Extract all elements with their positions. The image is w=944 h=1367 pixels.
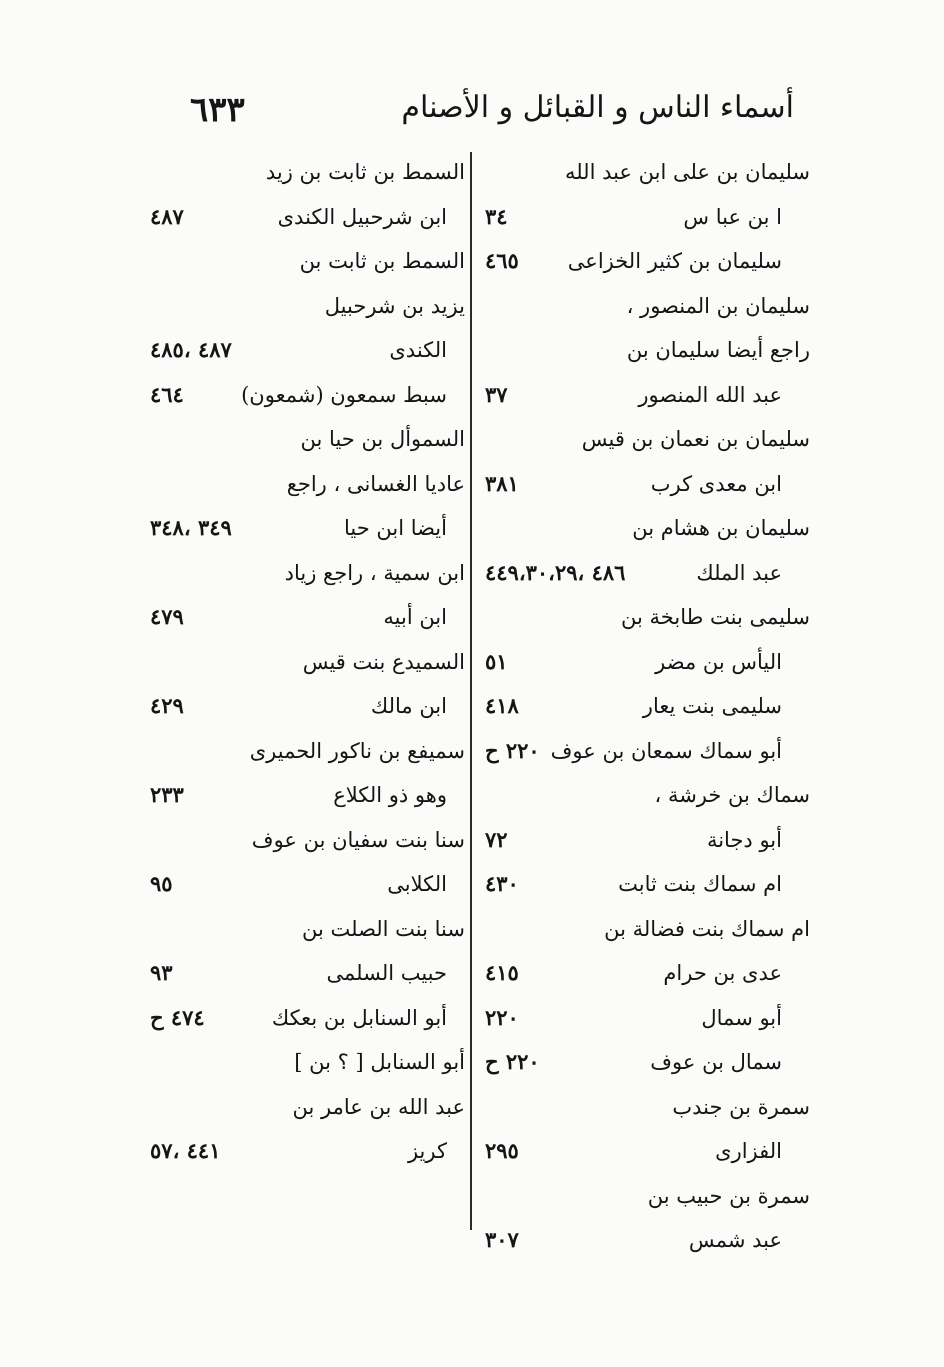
- entry-page-ref: ٤١٨: [485, 693, 519, 718]
- entry-page-ref: ٤٧٩: [150, 604, 184, 629]
- entry-name: حبيب السلمى: [326, 961, 447, 985]
- index-entry: [150, 684, 465, 729]
- entry-name: أبو السنابل [ ؟ بن ]: [294, 1050, 465, 1074]
- entry-page-ref: ٣٧: [485, 381, 508, 407]
- index-entry: [485, 951, 810, 996]
- index-entry: [485, 462, 810, 507]
- entry-page-ref: ٢٣٣: [150, 782, 184, 807]
- entry-page-ref: ٤٨٦ ،٤٤٩،٣٠،٢٩: [485, 559, 626, 585]
- entry-name: سمال بن عوف: [650, 1050, 782, 1074]
- entry-page-ref: ٣٤٩ ،٣٤٨: [150, 515, 232, 540]
- index-entry: [485, 996, 810, 1041]
- index-entry: [150, 1129, 465, 1174]
- entry-page-ref: ٣٨١: [485, 470, 519, 496]
- entry-page-ref: ٣٤: [485, 203, 508, 229]
- entry-page-ref: ٤٢٩: [150, 693, 184, 718]
- entry-page-ref: ٤٨٧ ،٤٨٥: [150, 337, 232, 362]
- index-entry: [485, 373, 810, 418]
- index-entry: [150, 551, 465, 596]
- page-header-title: أسماء الناس و القبائل و الأصنام: [401, 90, 794, 125]
- index-entry: [150, 195, 465, 240]
- entry-name: اليأس بن مضر: [655, 649, 782, 674]
- entry-name: أبو دجانة: [706, 827, 782, 852]
- index-entry: [150, 284, 465, 329]
- index-entry: [485, 684, 810, 729]
- entry-name: راجع أيضا سليمان بن: [626, 338, 810, 362]
- entry-name: ابن معدى كرب: [650, 471, 782, 496]
- index-entry: [485, 729, 810, 774]
- entry-name: كريز: [407, 1139, 447, 1163]
- entry-name: سنا بنت الصلت بن: [301, 916, 465, 941]
- index-entry: [150, 951, 465, 996]
- column-divider: [470, 152, 472, 1230]
- entry-name: أبو السنابل بن بعكك: [271, 1005, 447, 1030]
- index-entry: [485, 328, 810, 373]
- entry-name: سبط سمعون (شمعون): [241, 382, 447, 407]
- entry-name: الفزارى: [715, 1139, 782, 1163]
- index-entry: [485, 551, 810, 596]
- index-entry: [485, 1174, 810, 1219]
- entry-page-ref: ٤٨٧: [150, 203, 184, 229]
- index-entry: [150, 1040, 465, 1085]
- entry-name: عبد الملك: [696, 560, 782, 585]
- entry-name: ام سماك بنت فضالة بن: [604, 916, 810, 941]
- entry-name: عبد الله بن عامر بن: [292, 1094, 465, 1119]
- entry-name: السميدع بنت قيس: [302, 649, 465, 674]
- index-entry: [150, 373, 465, 418]
- entry-page-ref: ٣٠٧: [485, 1227, 519, 1252]
- entry-page-ref: ٢٢٠ ح: [485, 1049, 540, 1074]
- page-number: ٦٣٣: [190, 90, 245, 130]
- index-entry: [485, 150, 810, 195]
- entry-name: الكندى: [389, 338, 447, 362]
- index-entry: [150, 462, 465, 507]
- entry-name: أيضا ابن حيا: [343, 516, 447, 540]
- entry-page-ref: ٤٤١ ،٥٧: [150, 1138, 221, 1163]
- entry-name: سمرة بن جندب: [672, 1094, 810, 1119]
- index-entry: [150, 595, 465, 640]
- index-entry: [485, 239, 810, 284]
- index-entry: [485, 1085, 810, 1130]
- entry-name: عاديا الغسانى ، راجع: [286, 471, 465, 496]
- entry-name: سمرة بن حبيب بن: [647, 1183, 810, 1208]
- entry-name: أبو سماك سمعان بن عوف: [550, 738, 782, 763]
- index-entry: [150, 729, 465, 774]
- entry-name: ا بن عبا س: [683, 204, 782, 229]
- index-entry: [485, 818, 810, 863]
- entry-page-ref: ٤٦٤: [150, 381, 184, 407]
- index-entry: [150, 1085, 465, 1130]
- entry-name: يزيد بن شرحبيل: [324, 293, 465, 318]
- entry-page-ref: ٤٦٥: [485, 248, 519, 273]
- entry-name: السمط بن ثابت بن: [299, 249, 465, 273]
- entry-name: ام سماك بنت ثابت: [618, 872, 782, 896]
- entry-page-ref: ٢٢٠: [485, 1004, 519, 1030]
- index-entry: [485, 595, 810, 640]
- index-entry: [485, 417, 810, 462]
- entry-name: سليمان بن على ابن عبد الله: [564, 160, 810, 184]
- entry-page-ref: ٢٢٠ ح: [485, 737, 540, 763]
- entry-page-ref: ٤١٥: [485, 960, 519, 985]
- index-entry: [150, 417, 465, 462]
- entry-name: وهو ذو الكلاع: [333, 783, 447, 807]
- index-entry: [150, 506, 465, 551]
- entry-name: السموأل بن حيا بن: [300, 427, 465, 451]
- entry-name: أبو سمال: [701, 1005, 782, 1030]
- index-entry: [485, 907, 810, 952]
- left-index-column: [150, 150, 465, 1174]
- index-entry: [150, 328, 465, 373]
- entry-name: عبد شمس: [688, 1228, 782, 1252]
- entry-name: السمط بن ثابت بن زيد: [265, 160, 465, 184]
- entry-name: سليمى بنت يعار: [642, 694, 782, 718]
- index-entry: [485, 1040, 810, 1085]
- index-entry: [150, 907, 465, 952]
- index-entry: [150, 773, 465, 818]
- entry-name: سليمان بن المنصور ،: [626, 293, 810, 318]
- index-entry: [485, 284, 810, 329]
- entry-name: الكلابى: [387, 872, 447, 896]
- index-entry: [485, 1129, 810, 1174]
- index-entry: [485, 195, 810, 240]
- entry-name: سليمان بن نعمان بن قيس: [581, 427, 810, 451]
- entry-name: ابن سمية ، راجع زياد: [284, 560, 465, 585]
- entry-name: سميفع بن ناكور الحميرى: [249, 738, 465, 763]
- right-index-column: [485, 150, 810, 1263]
- index-entry: [485, 1218, 810, 1263]
- index-entry: [485, 773, 810, 818]
- index-entry: [485, 640, 810, 685]
- entry-name: ابن مالك: [370, 694, 447, 718]
- entry-name: عبد الله المنصور: [638, 382, 782, 407]
- entry-page-ref: ٩٥: [150, 871, 173, 896]
- entry-name: سليمان بن كثير الخزاعى: [567, 249, 782, 273]
- entry-name: عدى بن حرام: [663, 961, 782, 985]
- entry-page-ref: ٧٢: [485, 826, 508, 852]
- entry-name: سماك بن خرشة ،: [654, 783, 810, 807]
- entry-name: سليمى بنت طابخة بن: [621, 605, 810, 629]
- index-entry: [150, 818, 465, 863]
- index-entry: [485, 862, 810, 907]
- entry-name: سنا بنت سفيان بن عوف: [251, 827, 465, 852]
- index-entry: [150, 150, 465, 195]
- index-entry: [485, 506, 810, 551]
- entry-page-ref: ٩٣: [150, 960, 173, 985]
- entry-page-ref: ٤٧٤ ح: [150, 1004, 205, 1030]
- index-entry: [150, 862, 465, 907]
- entry-page-ref: ٥١: [485, 648, 508, 674]
- entry-page-ref: ٢٩٥: [485, 1138, 519, 1163]
- entry-name: ابن أبيه: [383, 605, 447, 629]
- entry-name: ابن شرحبيل الكندى: [277, 204, 447, 229]
- index-entry: [150, 996, 465, 1041]
- index-entry: [150, 640, 465, 685]
- entry-name: سليمان بن هشام بن: [632, 516, 810, 540]
- index-entry: [150, 239, 465, 284]
- entry-page-ref: ٤٣٠: [485, 871, 519, 896]
